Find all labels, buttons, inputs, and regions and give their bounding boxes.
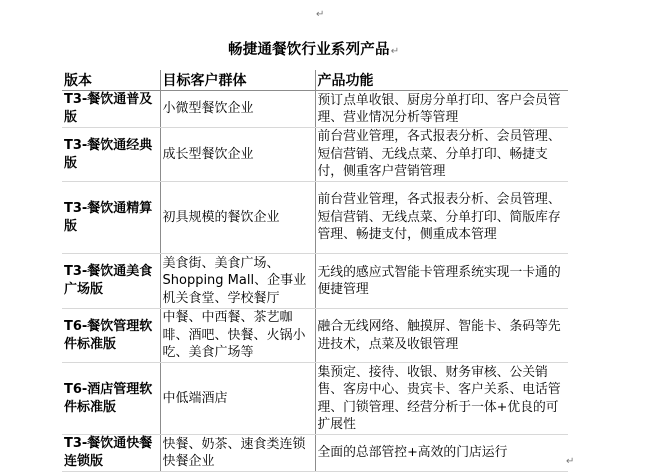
paragraph-mark: ↵ <box>316 9 325 20</box>
header-version: 版本 <box>62 70 160 91</box>
target-cell: 中低端酒店 <box>160 363 315 435</box>
features-cell: 集预定、接待、收银、财务审核、公关销售、客房中心、贵宾卡、客户关系、电话管理、门锁管理、经营分析于一体+优良的可扩展性 <box>315 363 568 435</box>
target-cell: 美食街、美食广场、Shopping Mall、企事业机关食堂、学校餐厅 <box>160 254 315 309</box>
table-row <box>62 128 568 182</box>
table-row <box>62 363 568 435</box>
document-title <box>228 38 399 59</box>
version-cell: T6-酒店管理软件标准版 <box>62 363 160 435</box>
version-cell: T6-餐饮管理软件标准版 <box>62 309 160 363</box>
target-cell: 初具规模的餐饮企业 <box>160 182 315 254</box>
table-row <box>62 309 568 363</box>
features-cell: 前台营业管理，各式报表分析、会员管理、短信营销、无线点菜、分单打印、畅捷支付，侧重客户营销管理 <box>315 128 568 182</box>
table-row <box>62 182 568 254</box>
features-cell: 全面的总部管控+高效的门店运行 <box>315 435 568 472</box>
product-table <box>62 70 568 472</box>
version-cell: T3-餐饮通精算版 <box>62 182 160 254</box>
target-cell: 快餐、奶茶、速食类连锁快餐企业 <box>160 435 315 472</box>
features-cell: 无线的感应式智能卡管理系统实现一卡通的便捷管理 <box>315 254 568 309</box>
paragraph-mark: ↵ <box>390 46 400 57</box>
table-row <box>62 91 568 128</box>
table-header-row <box>62 70 568 91</box>
target-cell: 小微型餐饮企业 <box>160 91 315 128</box>
header-features: 产品功能 <box>315 70 568 91</box>
features-cell: 融合无线网络、触摸屏、智能卡、条码等先进技术，点菜及收银管理 <box>315 309 568 363</box>
version-cell: T3-餐饮通经典版 <box>62 128 160 182</box>
header-target: 目标客户群体 <box>160 70 315 91</box>
version-cell: T3-餐饮通普及版 <box>62 91 160 128</box>
target-cell: 成长型餐饮企业 <box>160 128 315 182</box>
table-row <box>62 254 568 309</box>
features-cell: 预订点单收银、厨房分单打印、客户会员管理、营业情况分析等管理 <box>315 91 568 128</box>
target-cell: 中餐、中西餐、茶艺咖啡、酒吧、快餐、火锅小吃、美食广场等 <box>160 309 315 363</box>
document-title-text: 畅捷通餐饮行业系列产品 <box>228 42 390 58</box>
version-cell: T3-餐饮通快餐连锁版 <box>62 435 160 472</box>
version-cell: T3-餐饮通美食广场版 <box>62 254 160 309</box>
features-cell: 前台营业管理，各式报表分析、会员管理、短信营销、无线点菜、分单打印、简版库存管理、畅捷支付，侧重成本管理 <box>315 182 568 254</box>
table-row <box>62 435 568 472</box>
paragraph-mark: ↵ <box>566 456 575 467</box>
